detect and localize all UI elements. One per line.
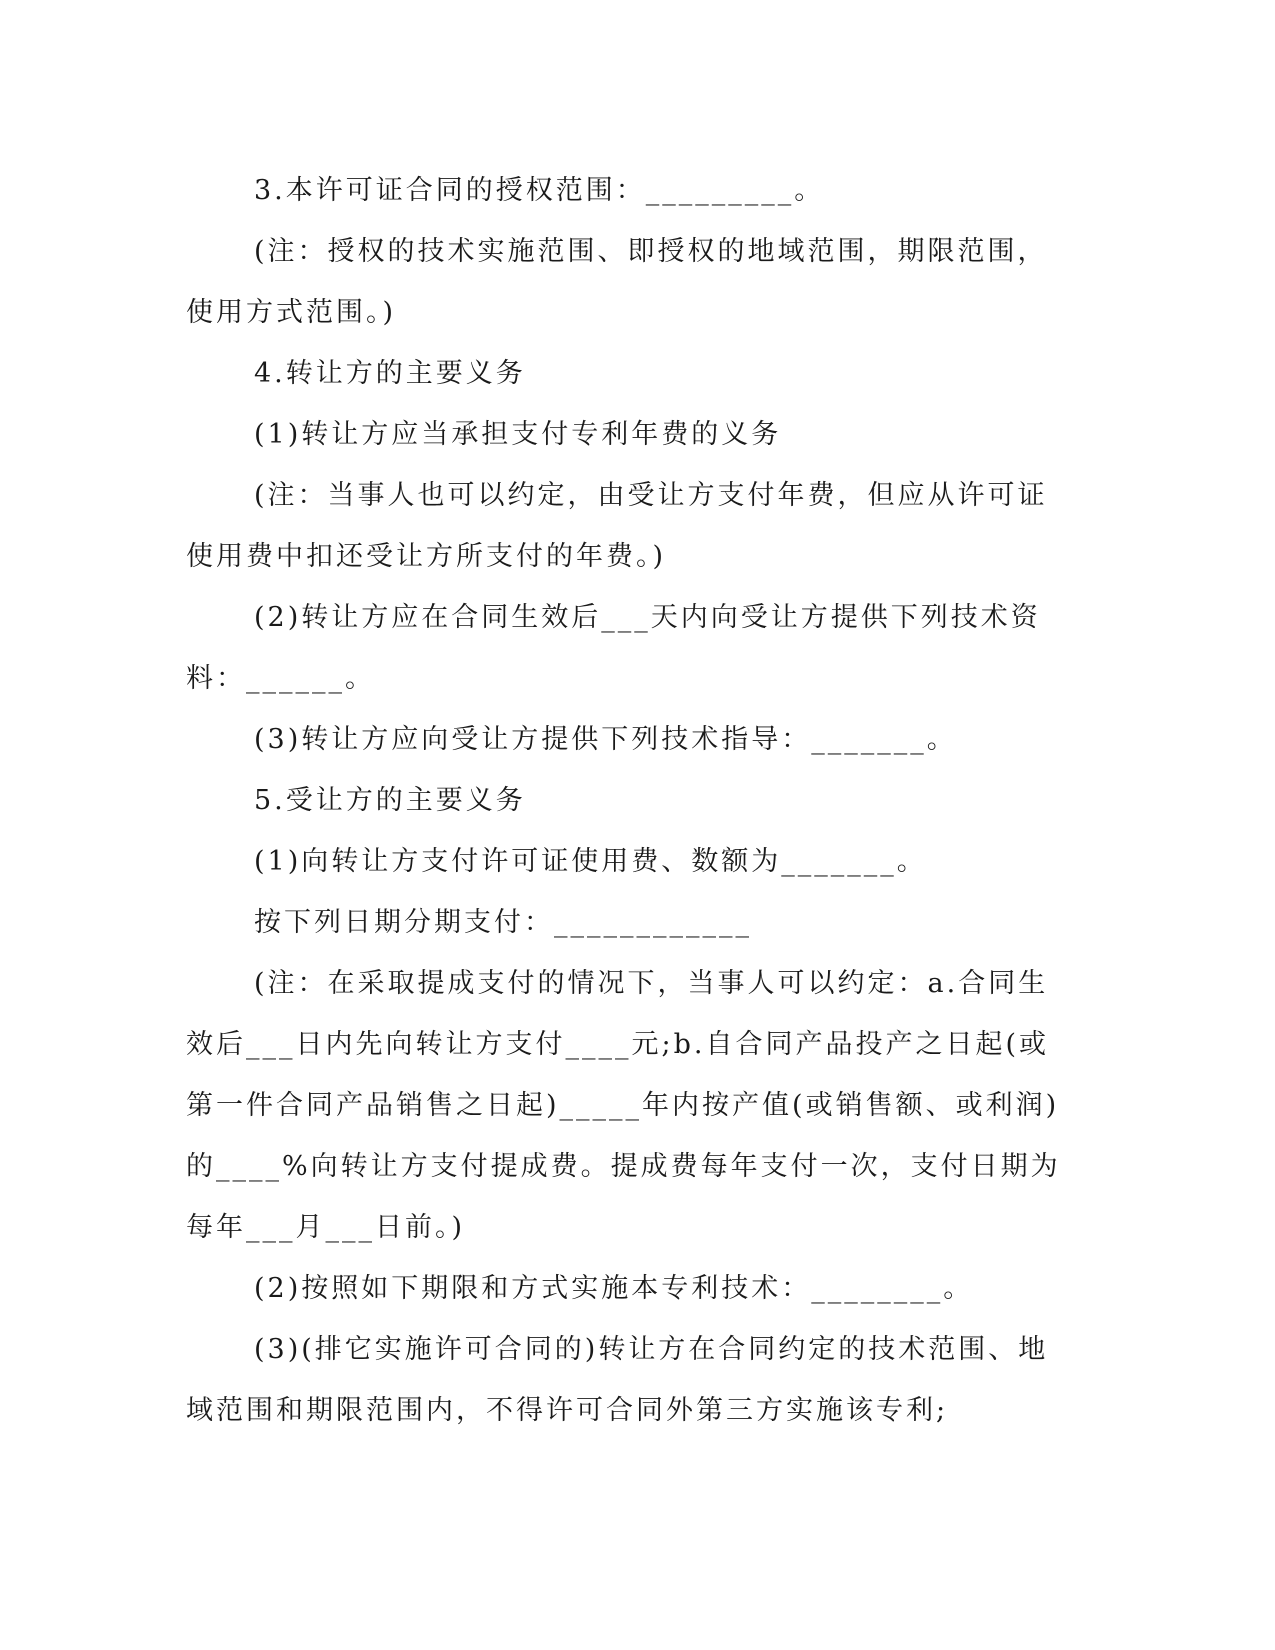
paragraph-exclusive-license: (3)(排它实施许可合同的)转让方在合同约定的技术范围、地域范围和期限范围内，不得许可合同外第三方实施该专利; — [186, 1334, 1049, 1426]
paragraph-technical-guidance: (3)转让方应向受让方提供下列技术指导：_______。 — [254, 724, 957, 755]
paragraph-installments: 按下列日期分期支付：____________ — [254, 907, 752, 938]
paragraph-note-royalty: (注：在采取提成支付的情况下，当事人可以约定：a.合同生效后___日内先向转让方支付____元;b.自合同产品投产之日起(或第一件合同产品销售之日起)_____年内按产值(或销售额、或利润)的____%向转让方支付提成费。提成费每年支付一次，支付日期为每年___月___日前。) — [186, 968, 1061, 1243]
paragraph-implementation: (2)按照如下期限和方式实施本专利技术：________。 — [254, 1273, 974, 1304]
paragraph-authorization-scope: 3.本许可证合同的授权范围：_________。 — [254, 175, 825, 206]
paragraph-technical-materials: (2)转让方应在合同生效后___天内向受让方提供下列技术资料：______。 — [186, 602, 1041, 694]
paragraph-note-scope: (注：授权的技术实施范围、即授权的地域范围，期限范围，使用方式范围。) — [186, 236, 1048, 328]
section-heading-transferor-obligations: 4.转让方的主要义务 — [254, 358, 526, 389]
document-body — [186, 160, 1066, 1441]
paragraph-note-annual-fee: (注：当事人也可以约定，由受让方支付年费，但应从许可证使用费中扣还受让方所支付的年费。) — [186, 480, 1048, 572]
paragraph-annual-fee: (1)转让方应当承担支付专利年费的义务 — [254, 419, 782, 450]
paragraph-license-fee: (1)向转让方支付许可证使用费、数额为_______。 — [254, 846, 927, 877]
section-heading-transferee-obligations: 5.受让方的主要义务 — [254, 785, 526, 816]
